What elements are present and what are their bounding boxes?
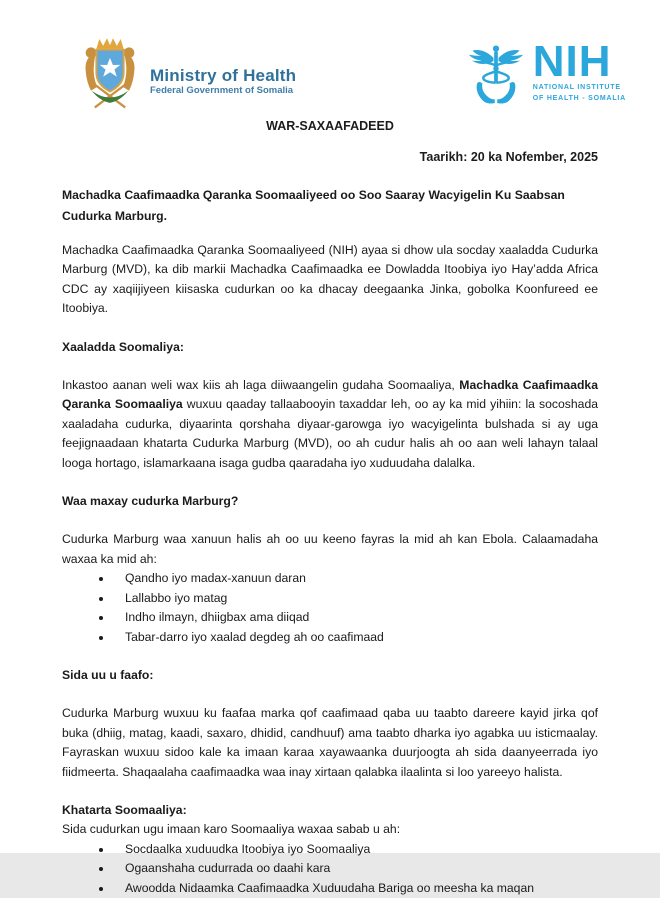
situation-paragraph-bold: Machadka Caafimaadka Qaranka Soomaaliya <box>62 378 598 412</box>
somalia-coat-of-arms-icon <box>78 36 142 112</box>
transmission-paragraph: Cudurka Marburg wuxuu ku faafaa marka qof caafimaad qaba uu taabto dareere kayid jirka qof buka (dhiig, matag, kaadi, saxaro, dhidid, candhuuf) ama taabto dharka iyo agabka uu isticmaalay. Fayraskan wuxuu sidoo kale ka imaan karaa xayawaanka duurjoogta ah sida daanyeerrada iyo fiidmeerta. Shaqaalaha caafimaadka waa inay xirtaan qalabka ilaalinta si loo yareeyo halista. <box>62 706 598 779</box>
list-item: • Qandho iyo madax-xanuun daran <box>113 569 598 588</box>
press-release-label: WAR-SAXAAFADEED <box>266 119 394 133</box>
risk-factors-list <box>113 840 598 898</box>
intro-paragraph: Machadka Caafimaadka Qaranka Soomaaliyeed (NIH) ayaa si dhow ula socday xaaladda Cudurka Marburg (MVD), ka dib markii Machadka Caafimaadka ee Dowladda Itoobiya iyo Hay’adda Africa CDC ay xaqiijiyeen kiisaska cudurkan oo ka dhacay deegaanka Jinka, gobolka Koonfureed ee Itoobiya. <box>62 243 598 316</box>
document-title: Machadka Caafimaadka Qaranka Soomaaliyeed oo Soo Saaray Wacyigelin Ku Saabsan Cudurka Marburg. <box>62 188 565 223</box>
list-item: • Lallabbo iyo matag <box>113 589 598 608</box>
date-line: Taarikh: 20 ka Nofember, 2025 <box>419 150 598 164</box>
nih-text <box>532 37 626 103</box>
what-is-paragraph: Cudurka Marburg waa xanuun halis ah oo uu keeno fayras la mid ah kan Ebola. Calaamadaha waxaa ka mid ah: <box>62 532 598 566</box>
section-heading-situation: Xaaladda Soomaliya: <box>62 339 184 354</box>
list-item: • Tabar-darro iyo xaalad degdeg ah oo caafimaad <box>113 628 598 647</box>
list-item: • Socdaalka xuduudka Itoobiya iyo Soomaaliya <box>113 840 598 859</box>
caduceus-icon <box>465 42 527 106</box>
section-heading-what-is-marburg: Waa maxay cudurka Marburg? <box>62 494 239 509</box>
nih-acronym: NIH <box>532 37 612 86</box>
nih-logo <box>465 36 626 106</box>
situation-paragraph-prefix: Inkastoo aanan weli wax kiis ah laga diiwaangelin gudaha Soomaaliya, <box>62 378 460 393</box>
ministry-of-health-logo <box>78 36 296 112</box>
ministry-title: Ministry of Health <box>150 65 297 85</box>
list-item: • Awoodda Nidaamka Caafimaadka Xuduudaha Bariga oo meesha ka maqan <box>113 879 598 898</box>
ministry-subtitle: Federal Government of Somalia <box>150 84 294 96</box>
risk-paragraph: Sida cudurkan ugu imaan karo Soomaaliya waxaa sabab u ah: <box>62 822 401 837</box>
list-item: • Indho ilmayn, dhiigbax ama diiqad <box>113 608 598 627</box>
document-header <box>0 0 660 112</box>
situation-paragraph-suffix: wuxuu qaaday tallaabooyin taxaddar leh, oo ay ka mid yihiin: la socoshada xaaladaha cudurka, diyaarinta qorshaha diyaar-garowga iyo wacyigelinta bulshada si ay uga feejignaadaan khatarta Cudurka Marburg (MVD), oo ah cudur halis ah oo aan weli lahayn talaal looga hortago, islamarkaana isaga gudba qaaradaha iyo xuduudaha dalalka. <box>62 397 599 470</box>
symptoms-list <box>113 569 598 647</box>
list-item: • Ogaanshaha cudurrada oo daahi kara <box>113 859 598 878</box>
section-heading-risk: Khatarta Soomaaliya: <box>62 802 187 817</box>
document-body <box>62 185 598 898</box>
situation-paragraph <box>62 376 598 473</box>
section-heading-transmission: Sida uu u faafo: <box>62 667 154 682</box>
ministry-of-health-text <box>150 52 296 97</box>
nih-subtitle-line2: OF HEALTH - SOMALIA <box>532 94 626 102</box>
nih-subtitle-line1: NATIONAL INSTITUTE <box>532 84 621 91</box>
